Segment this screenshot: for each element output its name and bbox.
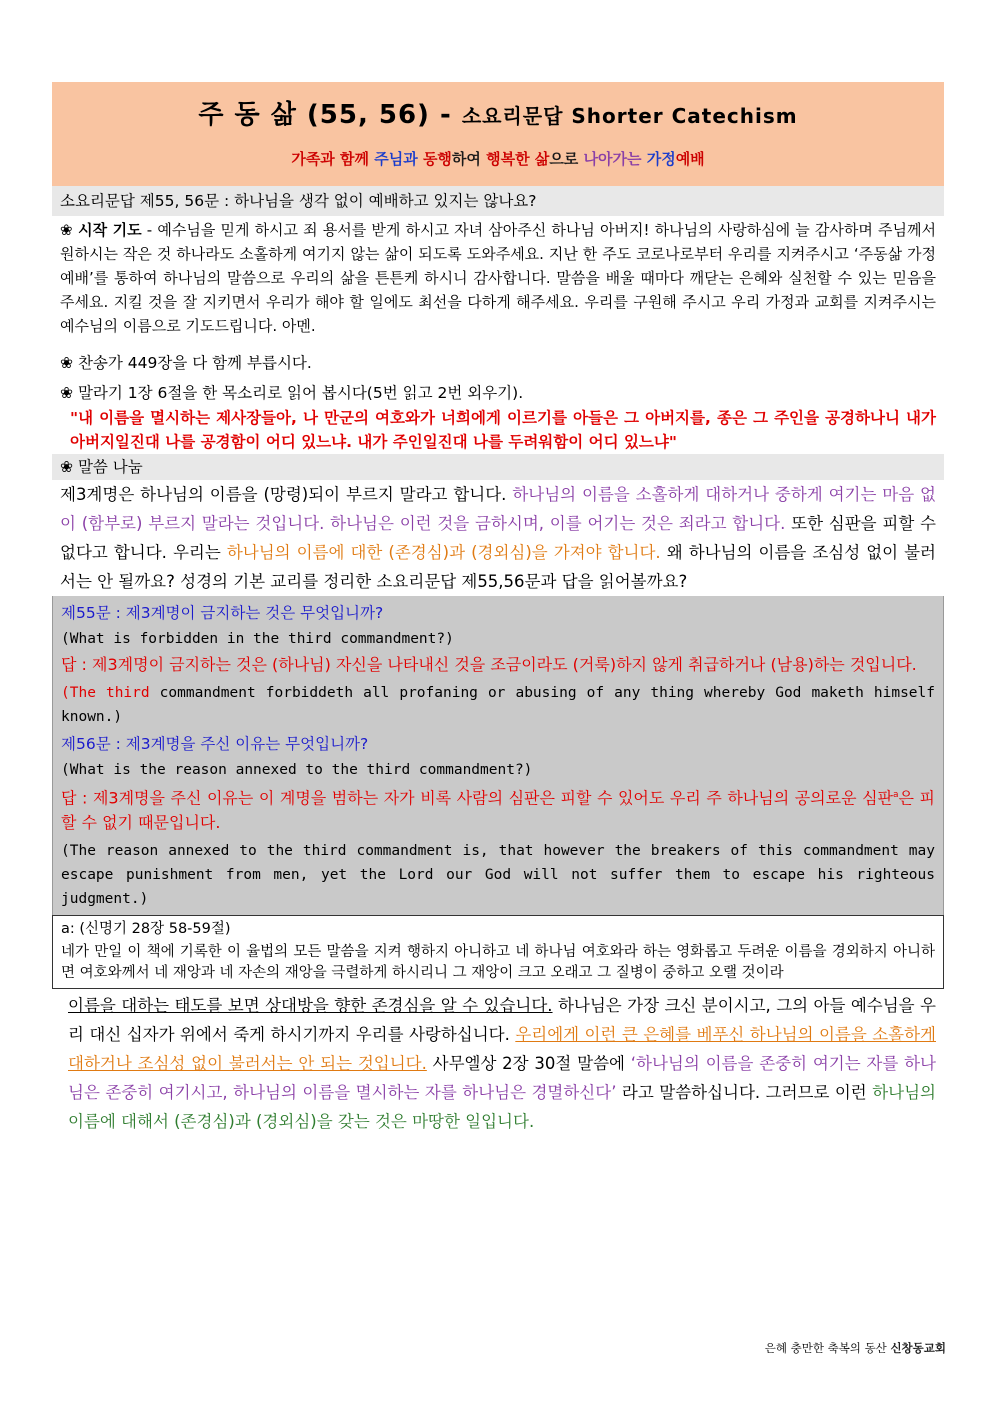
flower-icon: ❀: [60, 221, 73, 239]
flower-icon: ❀: [60, 458, 73, 476]
hymn-text: 찬송가 449장을 다 함께 부릅시다.: [77, 354, 312, 372]
reference-box: [52, 915, 944, 989]
q56: 제56문 : 제3계명을 주신 이유는 무엇입니까?: [61, 735, 369, 753]
slogan-segment: 가정: [646, 150, 676, 168]
slogan-segment: 동행: [422, 150, 452, 168]
a56-footnote-mark: a: [893, 790, 899, 800]
closing-c1: 이름을 대하는 태도를 보면 상대방을 향한 존경심을 알 수 있습니다.: [68, 996, 553, 1016]
q55-english: (What is forbidden in the third commandment?): [61, 631, 454, 647]
footer-text: 은혜 충만한 축복의 동산: [764, 1341, 891, 1355]
slogan: [52, 149, 944, 169]
flower-icon: ❀: [60, 354, 73, 372]
a55-english-red: (The third: [61, 685, 150, 701]
flower-icon: ❀: [60, 384, 73, 402]
reading-text: 말라기 1장 6절을 한 목소리로 읽어 봅시다: [77, 384, 367, 402]
bible-verse-text: "내 이름을 멸시하는 제사장들아, 나 만군의 여호와가 너희에게 이르기를 아들은 그 아버지를, 종은 그 주인을 공경하나니 내가 아버지일진대 나를 공경함이 어디 있느냐. 내가 주인일진대 나를 두려워함이 어디 있느냐": [70, 409, 936, 451]
a56-english: (The reason annexed to the third commandment is, that however the breakers of this commandment may escape punishment from men, yet the Lord our God will not suffer them to escape his righteous judgment.): [61, 843, 935, 908]
slogan-segment: 으로: [549, 150, 584, 168]
closing-c5: ‘하나님의 이름을 존중히 여기는 자를 하나님은 존중히 여기시고, 하나님의 이름을 멸시하는 자를 하나님은 경멸하신다’: [68, 1054, 936, 1103]
sharing-p3: 또한 심판을 피할 수 없다고 합니다. 우리는: [60, 514, 936, 562]
slogan-segment: 주님과: [374, 150, 423, 168]
slogan-segment: 예배: [675, 150, 705, 168]
a56: [61, 783, 935, 835]
reference-text: 네가 만일 이 책에 기록한 이 율법의 모든 말씀을 지켜 행하지 아니하고 네 하나님 여호와라 하는 영화롭고 두려운 이름을 경외하지 아니하면 여호와께서 네 재앙과 네 자손의 재앙을 극렬하게 하시리니 그 재앙이 크고 오래고 그 질병이 중하고 오랠 것이라: [61, 944, 935, 982]
reading-line: [52, 380, 944, 406]
closing-text: [52, 989, 944, 1136]
closing-c3: 우리에게 이런 큰 은혜를 베푸신 하나님의 이름을 소홀하게 대하거나 조심성 없이 불러서는 안 되는 것입니다.: [68, 1025, 936, 1074]
closing-c7: 하나님의 이름에 대해서 (존경심)과 (경외심)을 갖는 것은 마땅한 일입니다.: [68, 1083, 936, 1132]
slogan-segment: 행복한 삶: [486, 150, 550, 168]
bible-verse: [52, 406, 944, 454]
a55-english: [61, 681, 935, 729]
catechism-box: [52, 596, 944, 915]
header-banner: [52, 82, 944, 186]
slogan-segment: 가족과 함께: [291, 150, 375, 168]
a56-part1: 답 : 제3계명을 주신 이유는 이 계명을 범하는 자가 비록 사람의 심판은 피할 수 있어도 우리 주 하나님의 공의로운 심판: [61, 788, 894, 808]
sharing-label: 말씀 나눔: [77, 458, 143, 476]
q55: 제55문 : 제3계명이 금지하는 것은 무엇입니까?: [61, 604, 384, 622]
q56-english: (What is the reason annexed to the third commandment?): [61, 762, 533, 778]
church-name: 신창동교회: [890, 1341, 946, 1355]
sharing-p1: 제3계명은 하나님의 이름을 (망령)되이 부르지 말라고 합니다.: [60, 485, 513, 504]
title-main: 주 동 삶 (55, 56) -: [198, 100, 462, 130]
closing-c6: 라고 말씀하십니다. 그러므로 이런: [616, 1083, 873, 1103]
slogan-segment: 하여: [451, 150, 487, 168]
prayer-label: 시작 기도: [78, 221, 142, 239]
a55: 답 : 제3계명이 금지하는 것은 (하나님) 자신을 나타내신 것을 조금이라도 (거룩)하지 않게 취급하거나 (남용)하는 것입니다.: [61, 655, 917, 674]
reading-note: (5번 읽고 2번 외우기).: [366, 384, 524, 402]
slogan-segment: 나아가는: [583, 150, 647, 168]
reference-heading: a: (신명기 28장 58-59절): [61, 921, 231, 938]
worship-sheet: [52, 82, 944, 1136]
sharing-text: [52, 480, 944, 596]
a55-english-rest: commandment forbiddeth all profaning or abusing of any thing whereby God maketh himself known.): [61, 685, 935, 725]
sharing-p5: 왜 하나님의 이름을 조심성 없이 불러서는 안 될까요? 성경의 기본 교리를 정리한 소요리문답 제55,56문과 답을 읽어볼까요?: [60, 543, 937, 591]
opening-prayer: [52, 216, 944, 338]
sharing-heading: [52, 454, 944, 480]
sharing-p4: 하나님의 이름에 대한 (존경심)과 (경외심)을 가져야 합니다.: [226, 543, 661, 562]
sharing-p2: 하나님의 이름을 소홀하게 대하거나 중하게 여기는 마음 없이 (함부로) 부르지 말라는 것입니다. 하나님은 이런 것을 금하시며, 이를 어기는 것은 죄라고 합니다.: [60, 485, 937, 533]
page-title: [52, 98, 944, 133]
closing-c2: 하나님은 가장 크신 분이시고, 그의 아들 예수님을 우리 대신 십자가 위에서 죽게 하시기까지 우리를 사랑하십니다.: [68, 996, 936, 1045]
closing-c4: 사무엘상 2장 30절 말씀에: [426, 1054, 631, 1074]
hymn-line: [52, 350, 944, 376]
prayer-text: - 예수님을 믿게 하시고 죄 용서를 받게 하시고 자녀 삼아주신 하나님 아버지! 하나님의 사랑하심에 늘 감사하며 주님께서 원하시는 작은 것 하나라도 소홀하게 여기지 않는 삶이 되도록 도와주세요. 지난 한 주도 코로나로부터 우리를 지켜주시고 ‘주동삶 가정예배’를 통하여 하나님의 말씀으로 우리의 삶을 튼튼케 하시니 감사합니다. 말씀을 배울 때마다 깨닫는 은혜와 실천할 수 있는 믿음을 주세요. 지킬 것을 잘 지키면서 우리가 해야 할 일에도 최선을 다하게 해주세요. 우리를 구원해 주시고 우리 가정과 교회를 지켜주시는 예수님의 이름으로 기도드립니다. 아멘.: [60, 221, 936, 335]
title-sub: 소요리문답 Shorter Catechism: [461, 104, 798, 128]
question-title: 소요리문답 제55, 56문 : 하나님을 생각 없이 예배하고 있지는 않나요?: [52, 186, 944, 216]
a56-part2: 은 피할 수 없기 때문입니다.: [61, 788, 935, 833]
footer: [765, 1340, 946, 1356]
